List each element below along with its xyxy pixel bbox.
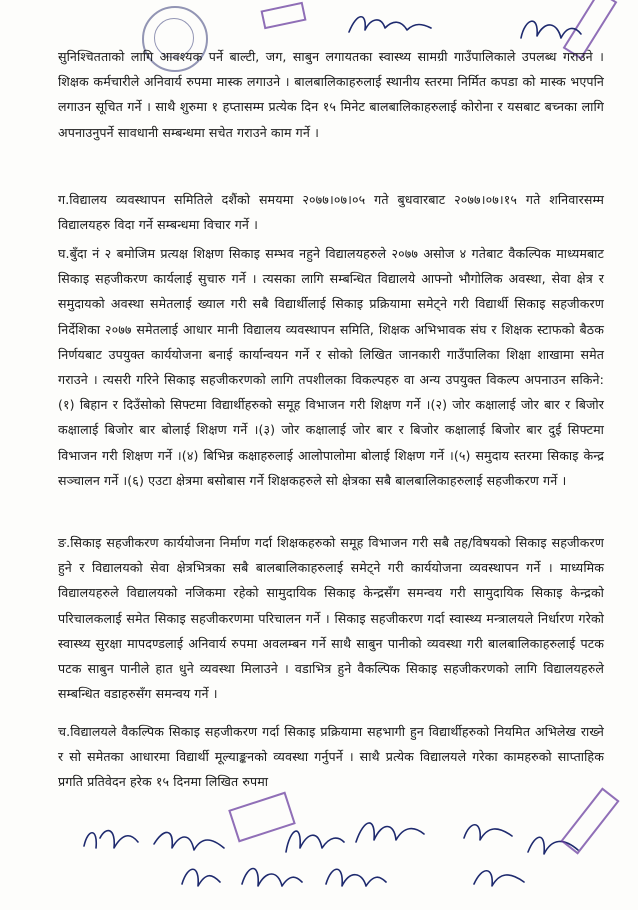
signature-bottom-9 [320, 856, 390, 900]
signature-top-center [345, 8, 435, 48]
paragraph-gha-alternative-learning: घ.बुँदा नं २ बमोजिम प्रत्यक्ष शिक्षण सिकाइ सम्भव नहुने विद्यालयहरुले २०७७ असोज ४ गतेबाट वैकल्पिक माध्यमबाट सिकाइ सहजीकरण कार्यलाई सुचारु गर्ने । त्यसका लागि सम्बन्धित विद्यालये आफ्नो भौगोलिक अवस्था, सेवा क्षेत्र र समुदायको अवस्था समेतलाई ख्याल गरी सबै विद्यार्थीलाई सिकाइ प्रक्रियामा समेट्ने गरी विद्यार्थी सिकाइ सहजीकरण निर्देशिका २०७७ समेतलाई आधार मानी विद्यालय व्यवस्थापन समिति, शिक्षक अभिभावक संघ र शिक्षक स्टाफको बैठक निर्णयबाट उपयुक्त कार्ययोजना बनाई कार्यान्वयन गर्ने र सोको लिखित जानकारी गाउँपालिका शिक्षा शाखामा समेत गराउने । त्यसरी गरिने सिकाइ सहजीकरणको लागि तपशीलका विकल्पहरु वा अन्य उपयुक्त विकल्प अपनाउन सकिने: (१) बिहान र दिउँसोको सिफ्टमा विद्यार्थीहरुको समूह विभाजन गरी शिक्षण गर्ने ।(२) जोर कक्षालाई जोर बार र बिजोर कक्षालाई बिजोर बार बोलाई शिक्षण गर्ने ।(३) जोर कक्षालाई जोर बार र बिजोर कक्षालाई बिजोर बार दुई सिफ्टमा विभाजन गरी शिक्षण गर्ने ।(४) बिभिन्न कक्षाहरुलाई आलोपालोमा बोलाई शिक्षण गर्ने ।(५) समुदाय स्तरमा सिकाइ केन्द्र सञ्चालन गर्ने ।(६) एउटा क्षेत्रमा बसोबास गर्ने शिक्षकहरुले सो क्षेत्रका सबै बालबालिकाहरुलाई सहजीकरण गर्ने । [58, 246, 604, 488]
signature-bottom-8 [236, 854, 306, 898]
paragraph-hygiene-supplies: सुनिश्चितताको लागि आवश्यक पर्ने बाल्टी, जग, साबुन लगायतका स्वास्थ्य सामग्री गाउँपालिकाले उपलब्ध गराउने ।शिक्षक कर्मचारीले अनिवार्य रुपमा मास्क लगाउने । बालबालिकाहरुलाई स्थानीय स्तरमा निर्मित कपडा को मास्क भएपनि लगाउन सूचित गर्ने । साथै शुरुमा १ हप्तासम्म प्रत्येक दिन १५ मिनेट बालबालिकाहरुलाई कोरोना र यसबाट बच्नका लागि अपनाउनुपर्ने सावधानी सम्बन्धमा सचेत गराउने काम गर्ने । [58, 49, 604, 140]
signature-bottom-4 [350, 808, 430, 854]
paragraph-cha-student-records: च.विद्यालयले वैकल्पिक सिकाइ सहजीकरण गर्दा सिकाइ प्रक्रियामा सहभागी हुन विद्यार्थीहरुको नियमित अभिलेख राख्ने र सो समेतका आधारमा विद्यार्थी मूल्याङ्कनको व्यवस्था गर्नुपर्ने । साथै प्रत्येक विद्यालयले गरेका कामहरुको साप्ताहिक प्रगति प्रतिवेदन हरेक १५ दिनमा लिखित रुपमा [58, 724, 604, 790]
signature-bottom-10 [470, 858, 530, 898]
signature-bottom-7 [176, 858, 226, 898]
signature-bottom-5 [460, 814, 520, 850]
signature-bottom-2 [150, 822, 230, 862]
purple-stamp-top-middle [260, 2, 306, 30]
signature-bottom-1 [80, 818, 150, 858]
purple-stamp-bottom-right [560, 787, 619, 854]
paragraph-ga-dashain-holiday: ग.विद्यालय व्यवस्थापन समितिले दशैंको समयमा २०७७।०७।०५ गते बुधवारबाट २०७७।०७।१५ गते शनिवारसम्म विद्यालयहरु विदा गर्ने सम्बन्धमा विचार गर्ने । [58, 192, 604, 233]
paragraph-nga-facilitation-plan: ङ.सिकाइ सहजीकरण कार्ययोजना निर्माण गर्दा शिक्षकहरुको समूह विभाजन गरी सबै तह/विषयको सिकाइ सहजीकरण हुने र विद्यालयको सेवा क्षेत्रभित्रका सबै बालबालिकाहरुलाई समेट्ने गरी कार्ययोजना व्यवस्थापन गर्ने । माध्यमिक विद्यालयहरुले विद्यालयको नजिकमा रहेको सामुदायिक सिकाइ केन्द्रसँग समन्वय गरी सामुदायिक सिकाइ केन्द्रको परिचालकलाई समेत सिकाइ सहजीकरणमा परिचालन गर्ने । सिकाइ सहजीकरण गर्दा स्वास्थ्य मन्त्रालयले निर्धारण गरेको स्वास्थ्य सुरक्षा मापदण्डलाई अनिवार्य रुपमा अवलम्बन गर्ने साथै साबुन पानीको व्यवस्था गरी बालबालिकाहरुलाई पटक पटक साबुन पानीले हात धुने व्यवस्था मिलाउने । वडाभित्र हुने वैकल्पिक सिकाइ सहजीकरणको लागि विद्यालयहरुले सम्बन्धित वडाहरुसँग समन्वय गर्ने । [58, 535, 604, 702]
